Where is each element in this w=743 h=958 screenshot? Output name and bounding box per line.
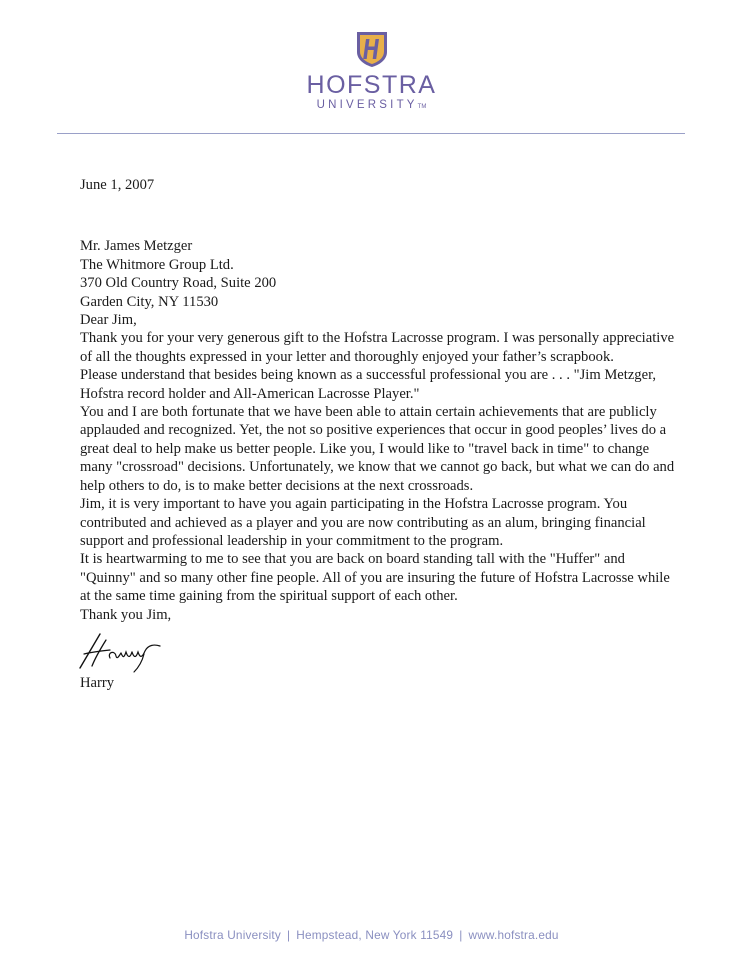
footer-org: Hofstra University [184,928,281,942]
paragraph-4: Jim, it is very important to have you again participating in the Hofstra Lacrosse program. You contributed and achieved as a player and you are now contributing as an alum, bringing financial support and professional leadership in your commitment to the program. [80,496,646,549]
letter-date: June 1, 2007 [80,177,155,193]
letterhead [0,30,743,114]
wordmark-university: UNIVERSITYTM [316,99,427,111]
paragraph-3: You and I are both fortunate that we have been able to attain certain achievements that are publicly applauded and recognized. Yet, the not so positive experiences that occur in good peoples’ lives do a great deal to help make us better people. Like you, I would like to "travel back in time" to change many "crossroad" decisions. Unfortunately, we know that we cannot go back, but what we can do and help others to do, is to make better decisions at the next crossroads. [80,404,675,494]
footer-address: Hempstead, New York 11549 [296,928,454,942]
hofstra-shield-logo-icon [355,30,389,68]
handwritten-signature [74,628,174,674]
recipient-company: The Whitmore Group Ltd. [80,256,234,273]
paragraph-2: Please understand that besides being known as a successful professional you are . . . "Jim Metzger, Hofstra record holder and All-American Lacrosse Player." [80,367,657,402]
paragraph-1: Thank you for your very generous gift to the Hofstra Lacrosse program. I was personally appreciative of all the thoughts expressed in your letter and thoroughly enjoyed your father’s scrapbook. [80,330,675,365]
footer-separator: | [287,928,291,942]
paragraph-5: It is heartwarming to me to see that you are back on board standing tall with the "Huffer" and "Quinny" and so many other fine people. All of you are insuring the future of Hofstra Lacrosse while at the same time gaining from the spiritual support of each other. [80,551,670,605]
letterhead-divider [57,133,685,134]
trademark-mark: TM [417,104,427,110]
salutation: Dear Jim, [80,312,137,329]
closing: Thank you Jim, [80,606,172,623]
letter-footer [0,928,743,942]
letter-body [80,176,680,692]
signer-name: Harry [80,674,115,691]
footer-website: www.hofstra.edu [468,928,559,942]
recipient-address [80,237,680,311]
footer-separator: | [459,928,463,942]
wordmark-hofstra: HOFSTRA [306,71,437,99]
recipient-name: Mr. James Metzger [80,238,193,255]
recipient-city: Garden City, NY 11530 [80,293,219,310]
recipient-street: 370 Old Country Road, Suite 200 [80,275,277,292]
